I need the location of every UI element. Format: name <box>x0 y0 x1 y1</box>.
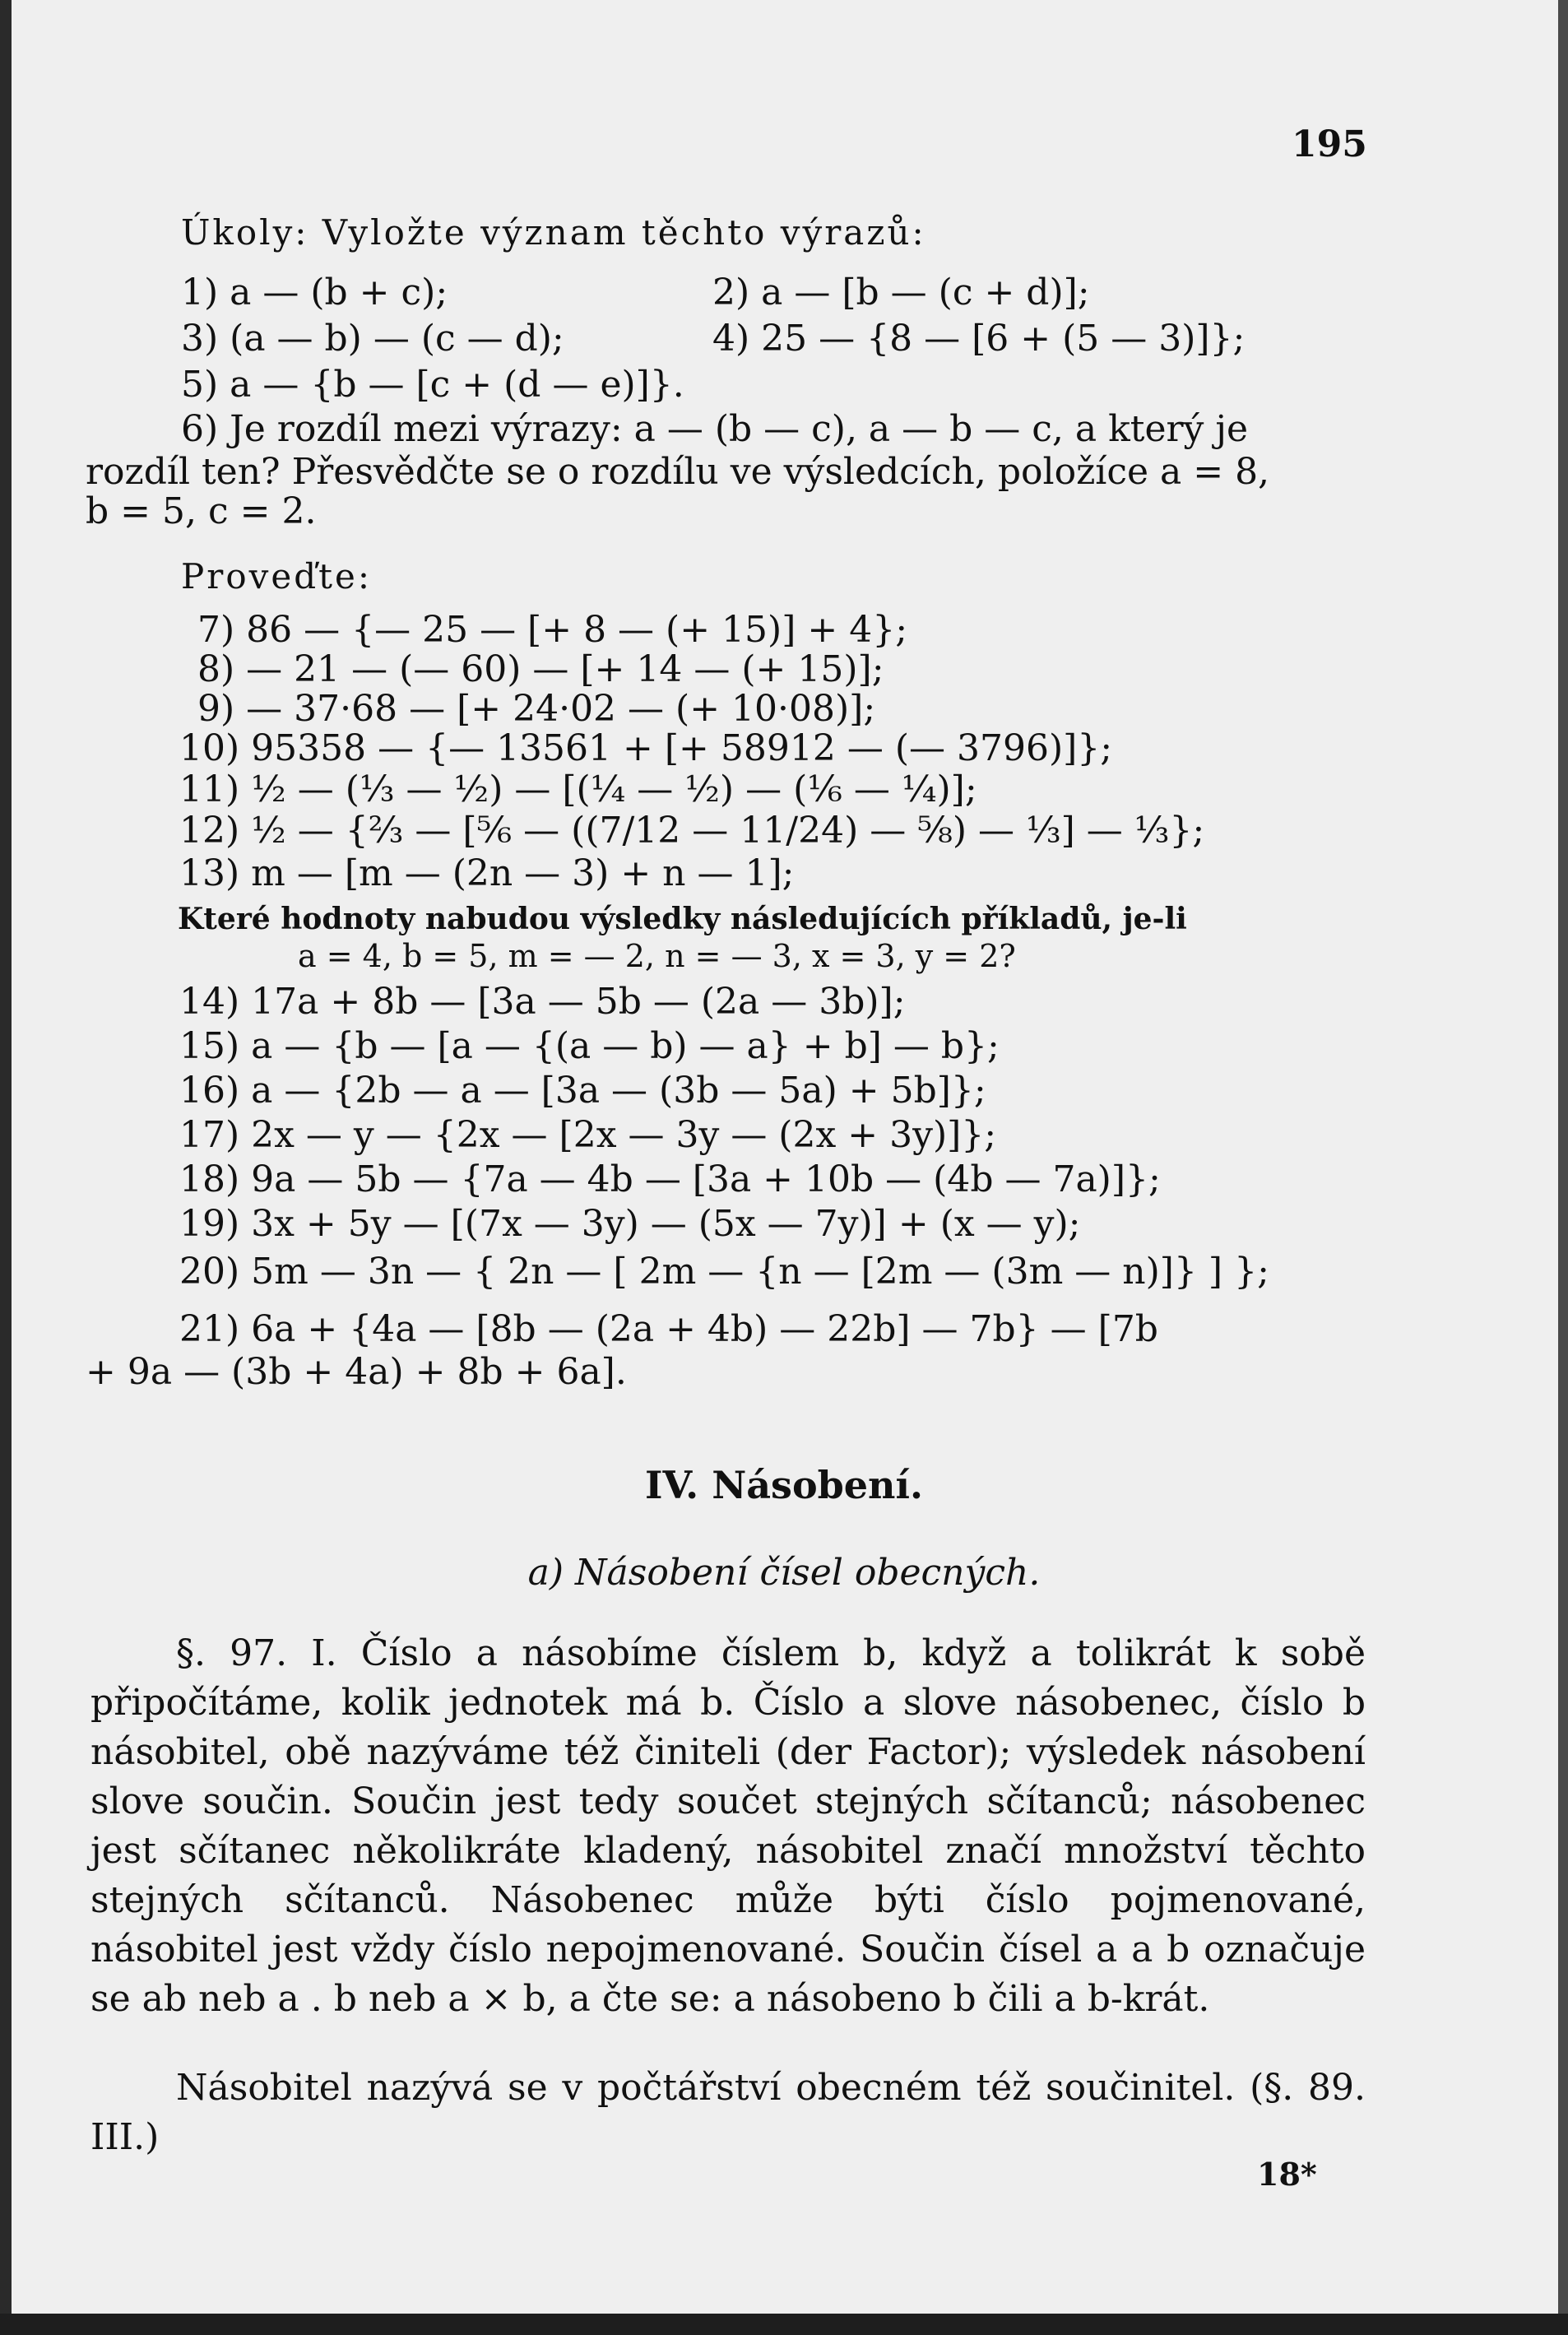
exercise-21-line1: 21) 6a + {4a — [8b — (2a + 4b) — 22b] — 7b} — [7b <box>179 1308 1158 1350</box>
exercise-15: 15) a — {b — [a — {(a — b) — a} + b] — b}; <box>179 1025 1000 1067</box>
exercise-18: 18) 9a — 5b — {7a — 4b — [3a + 10b — (4b — 7a)]}; <box>179 1158 1161 1200</box>
task-2: 2) a — [b — (c + d)]; <box>712 272 1090 313</box>
exercise-16: 16) a — {2b — a — [3a — (3b — 5a) + 5b]}; <box>179 1070 986 1112</box>
exercise-10: 10) 95358 — {— 13561 + [+ 58912 — (— 3796)]}; <box>179 727 1113 769</box>
exercise-17: 17) 2x — y — {2x — [2x — 3y — (2x + 3y)]}; <box>179 1114 997 1156</box>
exercise-12: 12) ½ — {⅔ — [⅚ — ((7/12 — 11/24) — ⅝) — ⅓] — ⅓}; <box>179 810 1205 852</box>
task-6-line1: 6) Je rozdíl mezi výrazy: a — (b — c), a — b — c, a který je <box>181 408 1249 450</box>
values-note-line2: a = 4, b = 5, m = — 2, n = — 3, x = 3, y = 2? <box>298 938 1016 974</box>
task-5: 5) a — {b — [c + (d — e)]}. <box>181 364 684 406</box>
task-4: 4) 25 — {8 — [6 + (5 — 3)]}; <box>712 318 1246 360</box>
page-number: 195 <box>1292 123 1367 165</box>
paragraph-97: §. 97. I. Číslo a násobíme číslem b, když a tolikrát k sobě připočítáme, kolik jednotek má b. Číslo a slove násobenec, číslo b násobitel, obě nazýváme též činiteli (der Factor); výsledek násobení slove součin. Součin jest tedy součet stejných sčítanců; násobenec jest sčítanec několikráte kladený, násobitel značí množství těchto stejných sčítanců. Násobenec může býti číslo pojmenované, násobitel jest vždy číslo nepojmenované. Součin čísel a a b označuje se ab neb a . b neb a × b, a čte se: a násobeno b čili a b-krát. <box>90 1632 1366 2020</box>
page-edge-bottom <box>0 2314 1568 2335</box>
values-note-line1: Které hodnoty nabudou výsledky následujících příkladů, je-li <box>178 902 1187 936</box>
page-edge-left <box>0 0 12 2335</box>
exercise-14: 14) 17a + 8b — [3a — 5b — (2a — 3b)]; <box>179 981 906 1023</box>
task-3: 3) (a — b) — (c — d); <box>181 318 564 360</box>
exercise-21-line2: + 9a — (3b + 4a) + 8b + 6a]. <box>86 1351 627 1393</box>
exercise-11: 11) ½ — (⅓ — ½) — [(¼ — ½) — (⅙ — ¼)]; <box>179 768 977 810</box>
exercise-13: 13) m — [m — (2n — 3) + n — 1]; <box>179 852 795 894</box>
task-6-line2: rozdíl ten? Přesvědčte se o rozdílu ve výsledcích, položíce a = 8, <box>86 451 1270 493</box>
exercise-8: 8) — 21 — (— 60) — [+ 14 — (+ 15)]; <box>197 648 884 690</box>
signature-mark: 18* <box>1257 2156 1317 2193</box>
paragraph-multiplier: Násobitel nazývá se v počtářství obecném též součinitel. (§. 89. III.) <box>90 2067 1366 2158</box>
subsection-title: a) Násobení čísel obecných. <box>527 1552 1041 1594</box>
chapter-title: IV. Násobení. <box>645 1463 923 1507</box>
exercise-9: 9) — 37·68 — [+ 24·02 — (+ 10·08)]; <box>197 688 876 730</box>
exercise-7: 7) 86 — {— 25 — [+ 8 — (+ 15)] + 4}; <box>197 609 908 651</box>
task-6-line3: b = 5, c = 2. <box>86 490 317 532</box>
task-1: 1) a — (b + c); <box>181 272 448 313</box>
do-heading: Proveďte: <box>181 556 372 597</box>
exercise-20: 20) 5m — 3n — { 2n — [ 2m — {n — [2m — (3m — n)]} ] }; <box>179 1251 1269 1293</box>
exercise-19: 19) 3x + 5y — [(7x — 3y) — (5x — 7y)] + (x — y); <box>179 1203 1081 1245</box>
tasks-heading: Úkoly: Vyložte význam těchto výrazů: <box>181 212 926 253</box>
page-edge-right <box>1558 0 1568 2335</box>
